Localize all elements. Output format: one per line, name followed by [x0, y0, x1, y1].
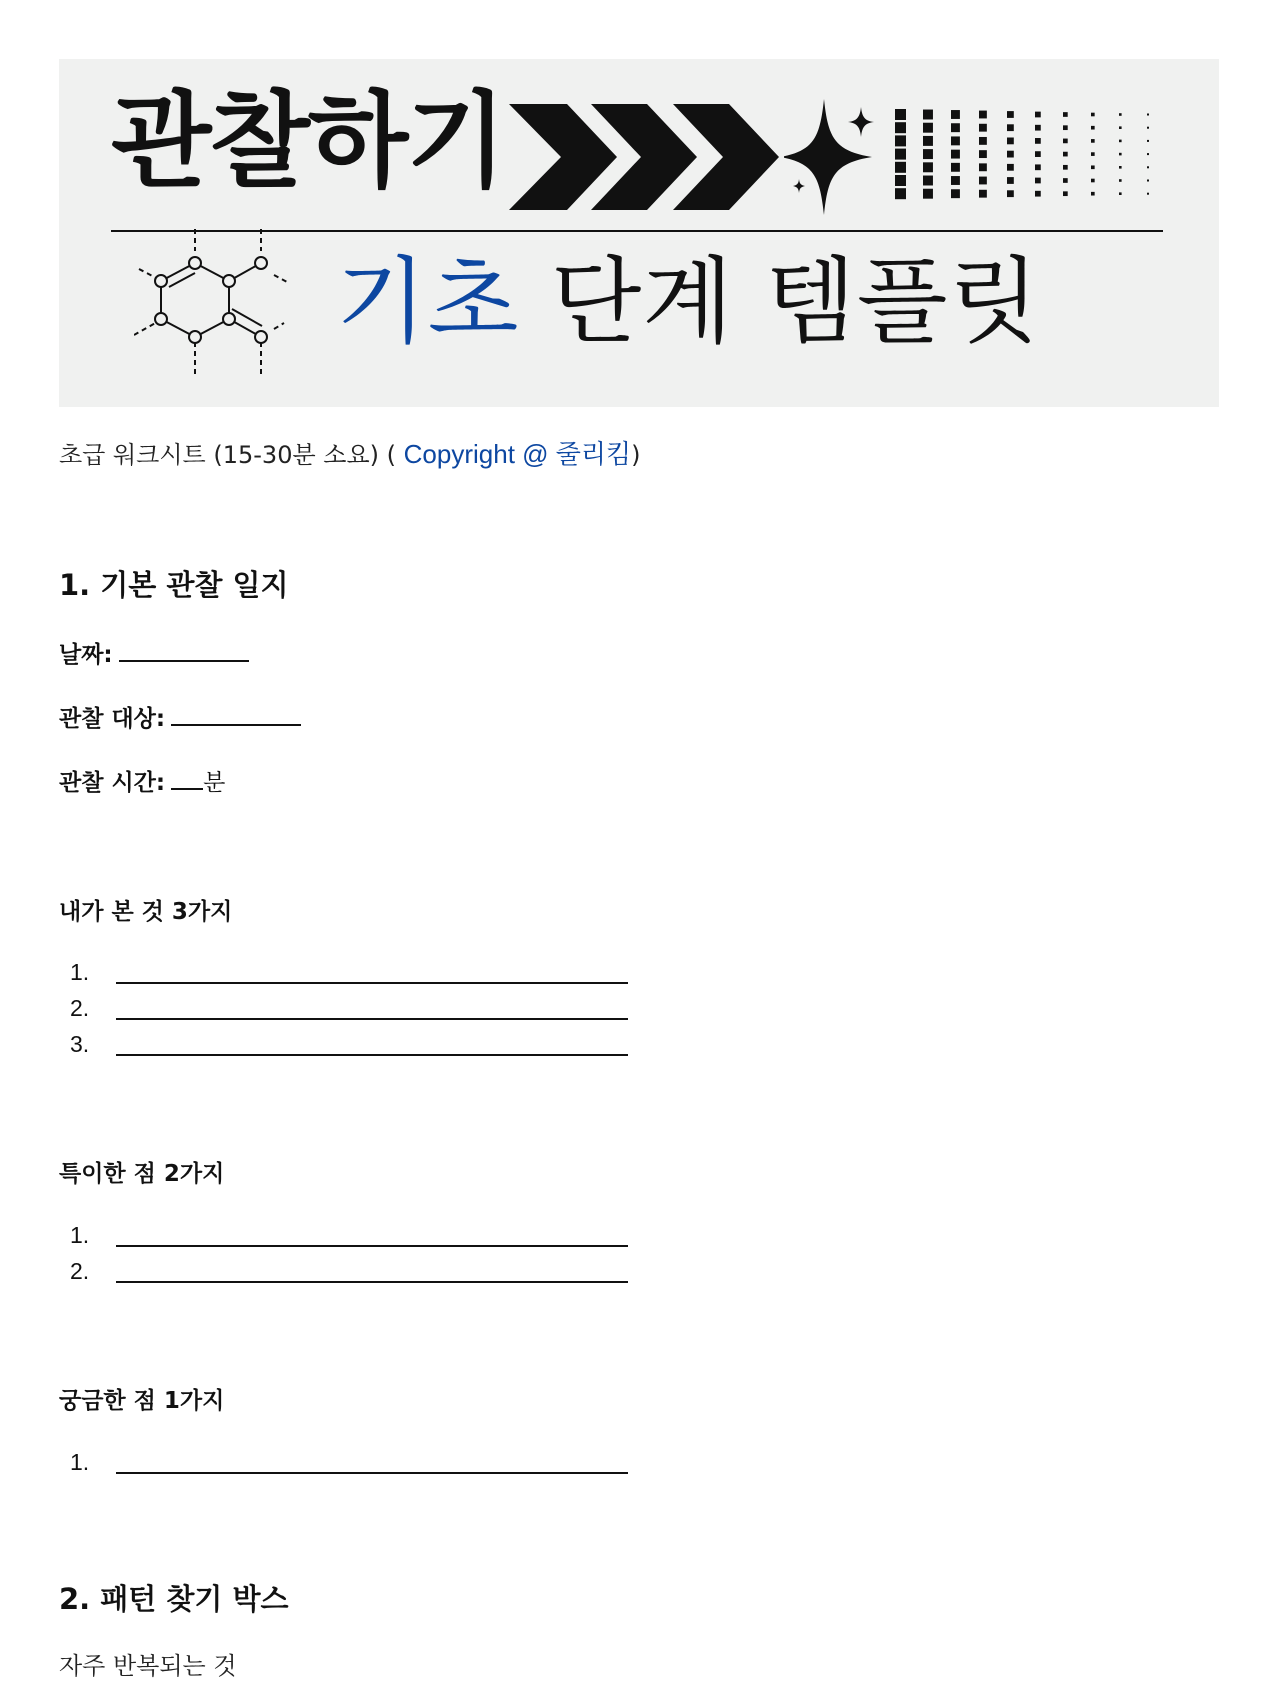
grid-dot: [1007, 190, 1014, 197]
grid-dot: [1091, 165, 1095, 169]
grid-dot: [1035, 164, 1041, 170]
section2-heading: 2. 패턴 찾기 박스: [59, 1582, 289, 1616]
subtitle-prefix: 초급 워크시트 (15-30분 소요) (: [59, 441, 404, 469]
grid-dot: [895, 135, 906, 146]
list-item: [70, 1213, 628, 1249]
grid-dot: [1091, 152, 1095, 156]
grid-dot: [979, 111, 987, 119]
list-item: [70, 950, 628, 986]
grid-dot: [895, 162, 906, 173]
grid-dot: [979, 137, 987, 145]
grid-dot: [1119, 140, 1122, 143]
grid-dot: [979, 124, 987, 132]
grid-dot: [951, 136, 960, 145]
grid-dot: [1007, 124, 1014, 131]
grid-dot: [1007, 138, 1014, 145]
grid-dot: [923, 189, 933, 199]
grid-dot: [1147, 114, 1149, 116]
curious-list: [70, 1440, 628, 1476]
curious-heading: 궁금한 점 1가지: [59, 1388, 225, 1414]
worksheet-subtitle: [59, 434, 640, 471]
copyright-link[interactable]: Copyright @ 줄리킴: [403, 439, 632, 469]
seen-list: [70, 950, 628, 1058]
grid-dot: [923, 176, 933, 186]
grid-dot: [923, 123, 933, 133]
list-item: [70, 1440, 628, 1476]
banner-subtitle-accent: 기초: [336, 248, 520, 357]
chevrons-icon: [509, 104, 829, 214]
grid-dot: [1007, 177, 1014, 184]
grid-dot: [1035, 191, 1041, 197]
banner-subtitle: [336, 249, 1040, 357]
grid-dot: [1119, 179, 1122, 182]
grid-dot: [1119, 113, 1122, 116]
grid-dot: [1035, 125, 1041, 131]
grid-dot: [1119, 166, 1122, 169]
time-blank[interactable]: [171, 770, 203, 790]
time-label: 관찰 시간:: [59, 770, 166, 796]
section1-heading: 1. 기본 관찰 일지: [59, 568, 289, 602]
grid-dot: [895, 149, 906, 160]
time-unit: 분: [203, 770, 226, 796]
grid-dot: [951, 163, 960, 172]
grid-dot: [1007, 111, 1014, 118]
molecule-icon: [134, 229, 344, 374]
grid-dot: [979, 190, 987, 198]
date-blank[interactable]: [119, 642, 249, 662]
list-item: [70, 1022, 628, 1058]
grid-dot: [1063, 191, 1068, 196]
answer-line[interactable]: [116, 996, 628, 1020]
grid-dot: [1035, 138, 1041, 144]
banner-subtitle-rest: 단계 템플릿: [519, 248, 1041, 357]
grid-dot: [1063, 112, 1068, 117]
grid-dot: [1063, 139, 1068, 144]
sparkle-icon: [784, 97, 884, 217]
item-number: 1.: [70, 1449, 90, 1475]
grid-dot: [1091, 179, 1095, 183]
grid-dot: [1091, 126, 1095, 130]
answer-line[interactable]: [116, 1259, 628, 1283]
grid-dot: [1035, 112, 1041, 118]
grid-dot: [1119, 192, 1122, 195]
grid-dot: [895, 109, 906, 120]
grid-dot: [951, 123, 960, 132]
item-number: 3.: [70, 1031, 90, 1057]
grid-dot: [1007, 151, 1014, 158]
item-number: 2.: [70, 995, 90, 1021]
grid-dot: [1147, 166, 1149, 168]
grid-dot: [1147, 153, 1149, 155]
answer-line[interactable]: [116, 1032, 628, 1056]
grid-dot: [1035, 178, 1041, 184]
grid-dot: [1091, 139, 1095, 143]
grid-dot: [1091, 113, 1095, 117]
grid-dot: [923, 162, 933, 172]
header-banner: [59, 59, 1219, 407]
grid-dot: [1147, 140, 1149, 142]
grid-dot: [951, 189, 960, 198]
grid-dot: [1147, 127, 1149, 129]
answer-line[interactable]: [116, 960, 628, 984]
dot-gradient-icon: [895, 109, 1165, 204]
grid-dot: [1035, 151, 1041, 157]
grid-dot: [951, 110, 960, 119]
target-label: 관찰 대상:: [59, 706, 166, 732]
grid-dot: [923, 136, 933, 146]
grid-dot: [1091, 192, 1095, 196]
answer-line[interactable]: [116, 1223, 628, 1247]
grid-dot: [1063, 165, 1068, 170]
grid-dot: [1119, 153, 1122, 156]
grid-dot: [951, 150, 960, 159]
item-number: 2.: [70, 1258, 90, 1284]
section2-text: 자주 반복되는 것: [59, 1652, 237, 1680]
grid-dot: [951, 176, 960, 185]
seen-heading: 내가 본 것 3가지: [59, 899, 233, 925]
banner-title: 관찰하기: [111, 80, 505, 202]
special-list: [70, 1213, 628, 1285]
grid-dot: [979, 163, 987, 171]
grid-dot: [1147, 193, 1149, 195]
date-label: 날짜:: [59, 642, 113, 668]
grid-dot: [1147, 180, 1149, 182]
subtitle-suffix: ): [631, 441, 641, 469]
time-field: [59, 764, 225, 797]
grid-dot: [1007, 164, 1014, 171]
target-field: [59, 700, 301, 733]
grid-dot: [1063, 125, 1068, 130]
date-field: [59, 636, 249, 669]
grid-dot: [895, 175, 906, 186]
answer-line[interactable]: [116, 1450, 628, 1474]
grid-dot: [1063, 152, 1068, 157]
target-blank[interactable]: [171, 706, 301, 726]
grid-dot: [923, 110, 933, 120]
list-item: [70, 1249, 628, 1285]
grid-dot: [895, 188, 906, 199]
list-item: [70, 986, 628, 1022]
item-number: 1.: [70, 1222, 90, 1248]
grid-dot: [1119, 126, 1122, 129]
grid-dot: [895, 122, 906, 133]
grid-dot: [1063, 178, 1068, 183]
item-number: 1.: [70, 959, 90, 985]
grid-dot: [979, 177, 987, 185]
grid-dot: [979, 150, 987, 158]
grid-dot: [923, 149, 933, 159]
special-heading: 특이한 점 2가지: [59, 1161, 225, 1187]
